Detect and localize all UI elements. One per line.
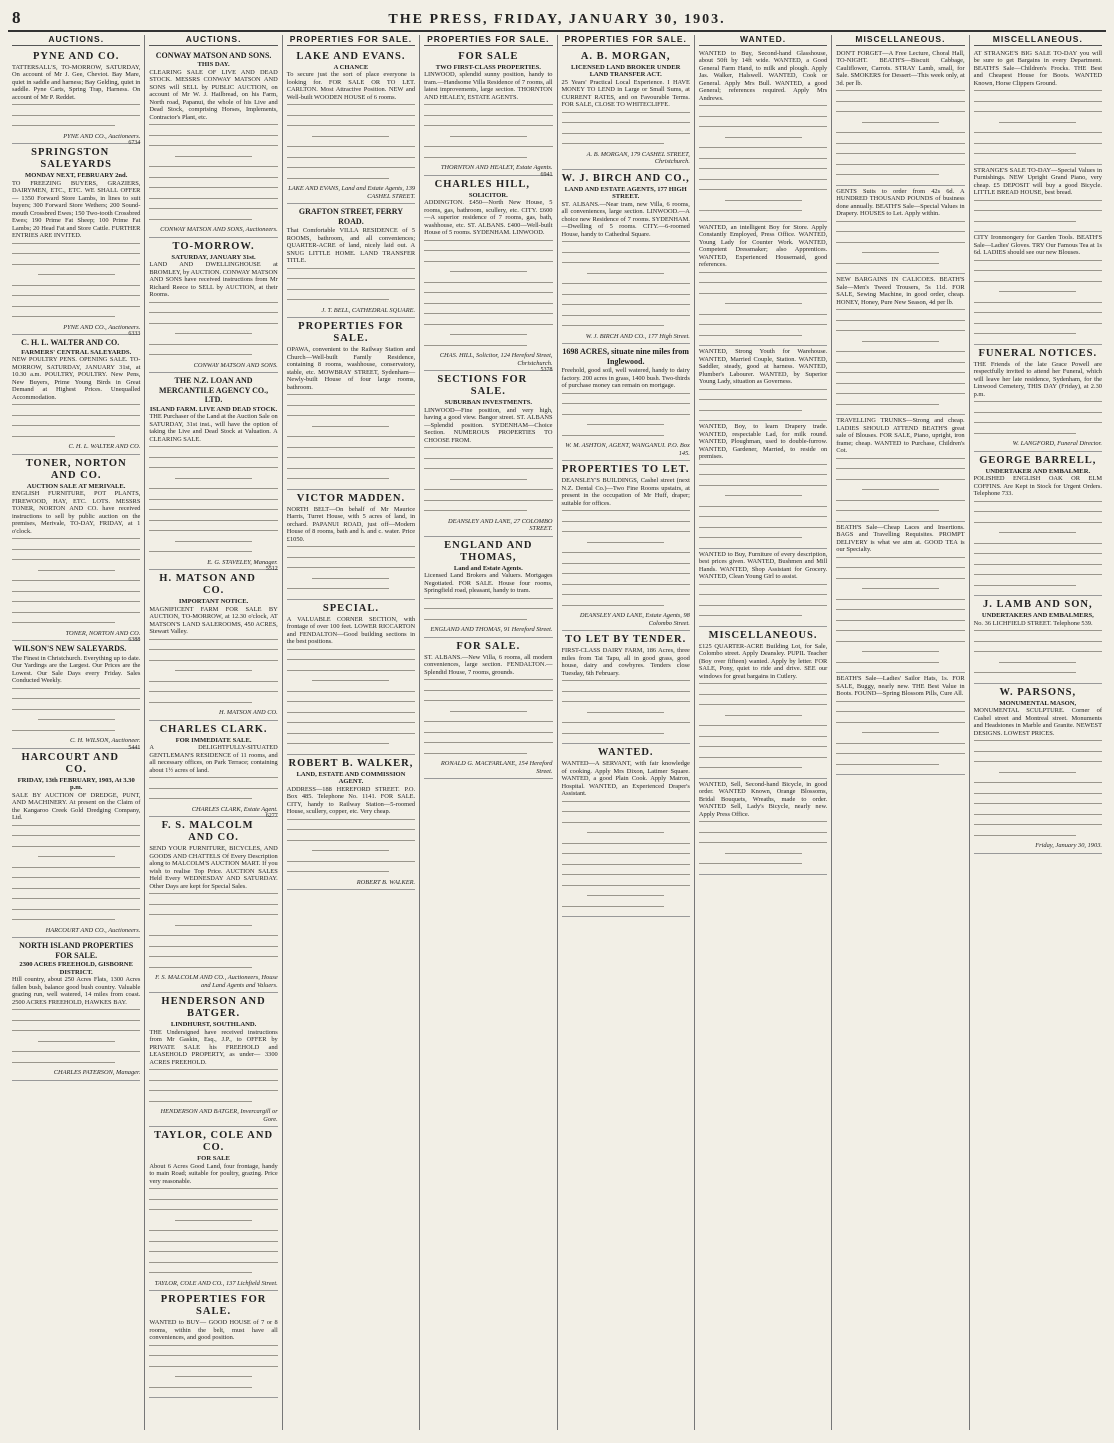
ad-signature: J. T. BELL, CATHEDRAL SQUARE. [321, 306, 416, 314]
advertisement [699, 421, 827, 549]
advertisement [974, 232, 1102, 345]
fine-print-lines [562, 112, 690, 151]
ad-headline: SECTIONS FOR SALE. [437, 374, 528, 397]
advertisement [836, 415, 964, 522]
ad-signature: DEANSLEY AND LANE, Estate Agents, 98 Colombo Street. [579, 612, 690, 627]
section-heading: MISCELLANEOUS. [974, 35, 1102, 46]
ad-subheadline: MONDAY NEXT, FEBRUARY 2nd. [24, 172, 128, 179]
ad-headline: MISCELLANEOUS. [708, 629, 818, 641]
ad-signature: PYNE AND CO., Auctioneers. [63, 323, 141, 331]
fine-print-lines [149, 1069, 277, 1108]
ad-subheadline: ISLAND FARM. LIVE AND DEAD STOCK. [149, 405, 278, 413]
advertisement [699, 48, 827, 222]
ad-signature: RONALD G. MACFARLANE, 154 Hereford Street. [440, 760, 553, 775]
ad-headline: GEORGE BARRELL, [979, 454, 1097, 466]
advertisement [836, 522, 964, 674]
ad-body: GENTS Suits to order from 42s 6d. A HUNDRED THOUSAND POUNDS of business done annually. BEATH'S Sale—Special Values in Drapery. HOUSES to Let. Apply within. [836, 187, 965, 217]
ad-signature: THORNTON AND HEALEY, Estate Agents. [440, 164, 553, 171]
ad-body: WANTED—A SERVANT, with fair knowledge of cooking. Apply Mrs Dixon, Latimer Square. WANTED, a good Plain Cook. Apply Matron, Hospital. WANTED, an Experienced Draper's Assistant. [561, 760, 690, 797]
ad-signature: LAKE AND EVANS, Land and Estate Agents, 139 CASHEL STREET. [288, 185, 416, 200]
ad-headline: WANTED. [597, 747, 654, 758]
advertisement [149, 48, 277, 238]
ad-body: ST. ALBANS.—Near tram, new Villa, 6 rooms, all conveniences, large section. LINWOOD.—A choice new Residence of 7 rooms. SYDENHAM.—Dwelling of 5 rooms. CITY.—6-roomed House, handy to Cathedral Square. [561, 200, 690, 238]
ad-body: ADDINGTON. £450—North New House, 5 rooms, gas, bathroom, scullery, etc. CITY. £600—A superior residence of 7 rooms, gas, bath, washhouse, etc. ST. ALBANS. £400—Well-built House of 5 rooms. SYDENHAM. LINWOOD. [424, 199, 553, 236]
fine-print-lines [562, 680, 690, 740]
ad-body: TO FREEZING BUYERS, GRAZIERS, DAIRYMEN, ETC., ETC. WE SHALL OFFER— 1350 Forward Store Lambs, in lines to suit buyers; 300 Forward Store Wethers; 200 Sound-mouth Crossbred Ewes; 150 Two-tooth Crossbred Ewes; 190 Prime Fat Sheep; 100 Prime Fat Lambs; 20 Head Fat and Store Cattle. FURTHER ENTRIES ARE INVITED. [12, 179, 141, 239]
ad-headline: C. H. L. WALTER AND CO. [21, 338, 120, 347]
ad-body: WANTED to Buy, Second-hand Glasshouse, about 50ft by 14ft wide. WANTED, a Good General Farm Hand, to milk and plough. Apply Jas. Walker, Halswell. WANTED, Cook or General. Apply Mrs Bull. WANTED, a good General; references required. Apply Mrs Andrews. [698, 49, 828, 102]
fine-print-lines [836, 557, 964, 670]
advertisement [974, 684, 1102, 854]
advertisement [699, 549, 827, 627]
ad-body: Licensed Land Brokers and Valuers. Mortgages Negotiated. FOR SALE. House four rooms, Springfield road, pleasant, handy to tram. [424, 572, 553, 594]
advertisement [287, 490, 415, 600]
advertisement [12, 335, 140, 455]
ad-body: ADDRESS—188 HEREFORD STREET. P.O. Box 485. Telephone No. 1141. FOR SALE. CITY, handy to Railway Station—5-roomed House, scullery, copper, etc. Very cheap. [286, 785, 416, 815]
ad-subheadline: SATURDAY, JANUARY 31st. [171, 253, 256, 261]
ad-signature: H. MATSON AND CO. [218, 709, 278, 716]
fine-print-lines [149, 639, 277, 710]
column-2 [145, 35, 282, 1430]
ad-signature: W. M. ASHTON, AGENT, WANGANUI. P.O. Box 145. [565, 442, 690, 457]
column-6 [695, 35, 832, 1430]
fine-print-lines [836, 309, 964, 411]
fine-print-lines [699, 105, 827, 218]
ad-subheadline: SOLICITOR. [468, 191, 508, 199]
ad-body: AT STRANGE'S BIG SALE TO-DAY you will be sure to get Bargains in every Department. BEATH'S Sale—Children's Frocks. THE Best and Cheapest House for Boots. WANTED Known, Horse Clippers Ground. [973, 49, 1102, 87]
ad-subheadline: FARMERS' CENTRAL SALEYARDS. [21, 348, 132, 356]
ad-signature: PYNE AND CO., Auctioneers. [63, 132, 141, 140]
ad-body: POLISHED ENGLISH OAK OR ELM COFFINS. Are Kept in Stock for Urgent Orders. Telephone 733. [973, 475, 1102, 497]
advertisement [287, 48, 415, 205]
fine-print-lines [699, 821, 827, 871]
fine-print-lines [12, 243, 140, 324]
fine-print-lines [12, 825, 140, 927]
ad-subheadline: FRIDAY, 13th FEBRUARY, 1903, At 3.30 p.m. [17, 776, 135, 791]
ad-body: MAGNIFICENT FARM FOR SALE BY AUCTION, TO-MORROW, at 12.30 o'clock, AT MATSON'S LAND SALEROOMS, 450 ACRES, Stewart Valley. [149, 605, 278, 635]
fine-print-lines [974, 630, 1102, 680]
ad-reference-number: 5378 [540, 367, 553, 373]
ad-signature: F. S. MALCOLM AND CO., Auctioneers, House and Land Agents and Valuers. [155, 974, 278, 989]
fine-print-lines [287, 394, 415, 486]
section-heading: WANTED. [699, 35, 827, 46]
ad-headline: SPECIAL. [322, 602, 379, 614]
ad-signature: TAYLOR, COLE AND CO., 137 Lichfield Street. [154, 1279, 278, 1287]
ad-headline: J. LAMB AND SON, [982, 599, 1093, 610]
ad-signature: CONWAY MATSON AND SONS. [193, 361, 278, 369]
fine-print-lines [149, 446, 277, 559]
ad-signature: C. H. WILSON, Auctioneer. [70, 737, 141, 744]
advertisement [12, 455, 140, 642]
advertisement [149, 1127, 277, 1291]
ad-body: THE Purchaser of the Land at the Auction Sale on SATURDAY, 31st inst., will have the option of taking the Live and Dead Stock at Valuation. A CLEARING SALE. [149, 413, 278, 443]
advertisement [836, 48, 964, 186]
column-3 [283, 35, 420, 1430]
ad-headline: H. MATSON AND CO. [159, 573, 256, 596]
fine-print-lines [836, 458, 964, 518]
ad-headline: VICTOR MADDEN. [296, 492, 406, 504]
ad-subheadline: Land and Estate Agents. [453, 564, 523, 572]
ad-body: BEATH'S Sale—Cheap Laces and Insertions. BAGS and Travelling Requisites. PROMPT DELIVERY is what we aim at. GOOD TEA is our Specialty. [836, 523, 965, 553]
fine-print-lines [974, 740, 1102, 842]
ad-headline: CHARLES HILL, [434, 178, 530, 190]
ad-body: Freehold, good soil, well watered, handy to dairy factory. 200 acres in grass, 1400 bush. Two-thirds of purchase money can remain on mortgage. [561, 367, 690, 389]
advertisement [149, 373, 277, 570]
page-number: 8 [12, 8, 21, 27]
ad-headline: PROPERTIES TO LET. [561, 464, 690, 475]
advertisement [12, 641, 140, 749]
advertisement [149, 238, 277, 374]
ad-signature: Friday, January 30, 1903. [1035, 842, 1102, 849]
ad-headline: F. S. MALCOLM AND CO. [161, 820, 254, 843]
ad-signature: W. LANGFORD, Funeral Director. [1012, 440, 1102, 447]
advertisement [149, 721, 277, 818]
advertisement [424, 537, 552, 638]
ad-headline: GRAFTON STREET, FERRY ROAD. [298, 207, 403, 226]
advertisement [287, 204, 415, 318]
ad-reference-number: 5441 [128, 744, 141, 751]
advertisement [12, 938, 140, 1081]
fine-print-lines [287, 649, 415, 751]
advertisement [974, 165, 1102, 233]
advertisement [287, 600, 415, 755]
ad-signature: ROBERT B. WALKER. [356, 878, 416, 886]
masthead [8, 6, 1106, 32]
fine-print-lines [562, 241, 690, 333]
ad-subheadline: SUBURBAN INVESTMENTS. [444, 399, 533, 406]
column-1 [8, 35, 145, 1430]
ad-headline: FOR SALE. [456, 640, 521, 652]
ad-subheadline: LAND AND ESTATE AGENTS, 177 HIGH STREET. [564, 185, 687, 200]
ad-signature: W. J. BIRCH AND CO., 177 High Street. [585, 332, 690, 340]
ad-headline: TO LET BY TENDER. [565, 634, 687, 645]
ad-body: SEND YOUR FURNITURE, BICYCLES, AND GOODS AND CHATTELS Of Every Description along to MALCOLM'S AUCTION MART. If you wish to realise Top Price. AUCTION SALES Held Every WEDNESDAY AND SATURDAY. Other Days are kept for Special Sales. [149, 845, 278, 890]
ad-subheadline: 2300 ACRES FREEHOLD, GISBORNE DISTRICT. [19, 961, 133, 976]
advertisement [12, 144, 140, 335]
fine-print-lines [974, 401, 1102, 440]
advertisement [974, 452, 1102, 597]
ad-signature: A. B. MORGAN, 179 CASHEL STREET, Christchurch. [586, 150, 690, 165]
ad-signature: TONER, NORTON AND CO. [65, 629, 141, 637]
column-grid [8, 35, 1106, 1430]
fine-print-lines [149, 1188, 277, 1280]
advertisement [699, 222, 827, 347]
ad-body: BEATH'S Sale—Ladies' Sailor Hats, 1s. FOR SALE, Buggy, nearly new. THE Best Value in Boots. FOUND—Spring Blossom Pills, Cure All. [836, 675, 965, 697]
ad-body: £125 QUARTER-ACRE Building Lot, for Sale, Colombo street. Apply Deansley. PUPIL Teacher (Boy over fifteen) wanted. Apply by letter. FOR SALE, Pony, quiet to ride and drive. SEE our windows for great bargains in Cutlery. [698, 642, 828, 680]
fine-print-lines [149, 893, 277, 974]
advertisement [699, 779, 827, 875]
advertisement [424, 176, 552, 372]
fine-print-lines [149, 124, 277, 226]
fine-print-lines [287, 819, 415, 879]
section-heading: PROPERTIES FOR SALE. [562, 35, 690, 46]
ad-body: About 6 Acres Good Land, four frontage, handy to main Road; suitable for poultry, grazing. Price very reasonable. [149, 1162, 278, 1185]
ad-signature: DEANSLEY AND LANE, 27 COLOMBO STREET. [448, 517, 553, 532]
section-heading: PROPERTIES FOR SALE. [287, 35, 415, 46]
fine-print-lines [287, 104, 415, 185]
fine-print-lines [699, 683, 827, 775]
ad-body: That Comfortable VILLA RESIDENCE of 5 ROOMS, bathroom, and all conveniences; QUARTER-ACRE of land, nicely laid out. A SNUG LITTLE HOME. LAND TRANSFER TITLE. [286, 227, 416, 264]
ad-signature: HENDERSON AND BATGER, Invercargill or Gore. [160, 1108, 278, 1123]
ad-headline: NORTH ISLAND PROPERTIES FOR SALE. [19, 941, 134, 960]
fine-print-lines [699, 464, 827, 545]
ad-reference-number: 6277 [265, 813, 278, 819]
column-4 [420, 35, 557, 1430]
ad-subheadline: LINDHURST, SOUTHLAND. [170, 1021, 257, 1028]
fine-print-lines [562, 801, 690, 914]
section-heading: AUCTIONS. [149, 35, 277, 46]
fine-print-lines [974, 200, 1102, 229]
ad-body: WANTED, Strong Youth for Warehouse. WANTED, Married Couple, Station. WANTED, Saddler, steady, good at harness. WANTED, Plumber's Labourer. WANTED, by Superior Young Lady, situation as Governess. [698, 348, 828, 385]
fine-print-lines [149, 302, 277, 362]
ad-body: CITY Ironmongery for Garden Tools. BEATH'S Sale—Ladies' Gloves. TRY Our Famous Tea at 1s 6d. LADIES should see our new Blouses. [973, 234, 1102, 256]
column-5 [558, 35, 695, 1430]
ad-body: NEW POULTRY PENS. OPENING SALE. TO-MORROW, SATURDAY, JANUARY 31st, at 10.30 a.m. POULTRY, POULTRY. New Pens, New Buyers, Prime Young Birds in Great Demand at Highest Prices. Unequalled Accommodation. [12, 356, 141, 401]
fine-print-lines [12, 104, 140, 133]
column-8 [970, 35, 1106, 1430]
advertisement [562, 631, 690, 744]
fine-print-lines [12, 538, 140, 630]
ad-reference-number: 6388 [128, 637, 141, 643]
section-heading: AUCTIONS. [12, 35, 140, 46]
ad-headline: CHARLES CLARK. [159, 723, 268, 735]
ad-body: NORTH BELT—On behalf of Mr Maurice Harris, Turret House, with 5 acres of land, in orchard. PAPANUI ROAD, just off—Modern House of 8 rooms, bath and h. and c. water. Price £1050. [286, 505, 416, 543]
advertisement [974, 48, 1102, 165]
ad-body: No. 36 LICHFIELD STREET. Telephone 539. [973, 619, 1093, 627]
ad-signature: CONWAY MATSON AND SONS, Auctioneers. [160, 226, 278, 233]
ad-signature: C. H. L. WALTER AND CO. [68, 443, 141, 450]
fine-print-lines [149, 777, 277, 806]
advertisement [149, 1291, 277, 1398]
advertisement [12, 749, 140, 939]
ad-body: WANTED to BUY— GOOD HOUSE of 7 or 8 rooms, within the belt, must have all conveniences, and good position. [149, 1319, 278, 1341]
ad-body: LAND AND DWELLINGHOUSE at BROMLEY, by AUCTION. CONWAY MATSON AND SONS have received instructions from Mr Richard Reece to SELL by AUCTION, at their Rooms. [149, 261, 278, 298]
ad-body: 25 Years' Practical Local Experience. I HAVE MONEY TO LEND in Large or Small Sums, at CURRENT RATES, and on Favourable Terms. FOR SALE, CLOSE TO WHITECLIFFE. [561, 78, 690, 108]
ad-body: WANTED to Buy, Furniture of every description, best prices given. WANTED, Bushmen and Mill Hands. WANTED, Shop Assistant for Grocery. WANTED, Clean Young Girl to assist. [698, 550, 828, 580]
fine-print-lines [974, 260, 1102, 341]
fine-print-lines [424, 104, 552, 164]
fine-print-lines [424, 598, 552, 627]
ad-body: LINWOOD, splendid sunny position, handy to tram.—Handsome Villa Residence of 7 rooms, all latest improvements, large section. THORNTON AND HEALEY, ESTATE AGENTS. [424, 71, 553, 101]
ad-subheadline: AUCTION SALE AT MERIVALE. [26, 482, 126, 490]
advertisement [974, 596, 1102, 684]
fine-print-lines [562, 393, 690, 443]
advertisement [974, 345, 1102, 452]
ad-headline: HENDERSON AND BATGER. [161, 996, 266, 1019]
ad-body: The Finest in Christchurch. Everything up to date. Our Yardings are the Largest. Our Prices are the Lowest. Our Sale Days every Friday. Sales Conducted Weekly. [12, 654, 141, 684]
advertisement [149, 817, 277, 993]
ad-body: LINWOOD—Fine position, and very high, having a good view. Bangor street. ST. ALBANS—Splendid position. SYDENHAM—Choice Section. NUMEROUS PROPERTIES TO CHOOSE FROM. [424, 406, 553, 444]
ad-body: To secure just the sort of place everyone is looking for. FOR SALE OR TO LET. CARLTON. Most Attractive Position. NEW and Well-built WOODEN HOUSE of 6 rooms. [286, 71, 416, 101]
advertisement [149, 993, 277, 1127]
ad-headline: 1698 ACRES, situate nine miles from Inglewood. [562, 347, 689, 366]
ad-headline: FUNERAL NOTICES. [978, 347, 1098, 359]
ad-headline: CONWAY MATSON AND SONS. [155, 50, 272, 60]
ad-body: WANTED, Sell, Second-hand Bicycle, in good order. WANTED Known, Orange Blossoms, Bridal Bouquets, Wreaths, made to order. WANTED Sell, Lady's Bicycle, nearly new. Apply Press Office. [698, 780, 828, 818]
ad-body: DEANSLEY'S BUILDINGS, Cashel street (next N.Z. Dental Co.)—Two Fine Rooms upstairs, at present in the occupation of Mr Huff, draper; suitable for offices. [561, 477, 690, 507]
fine-print-lines [287, 268, 415, 307]
ad-headline: ROBERT B. WALKER, [288, 757, 414, 769]
ad-headline: PROPERTIES FOR SALE. [298, 321, 404, 344]
ad-reference-number: 6734 [128, 140, 141, 146]
ad-body: ST. ALBANS.—New Villa, 6 rooms, all modern conveniences, large section. FENDALTON.—Splendid House, 7 rooms, grounds. [424, 653, 553, 676]
ad-headline: ENGLAND AND THOMAS, [444, 539, 533, 563]
ad-headline: TONER, NORTON AND CO. [25, 457, 127, 481]
ad-headline: LAKE AND EVANS. [296, 50, 406, 62]
advertisement [287, 318, 415, 490]
ad-subheadline: LICENSED LAND BROKER UNDER LAND TRANSFER ACT. [571, 63, 681, 78]
ad-body: A VALUABLE CORNER SECTION, with frontage of over 100 feet. LOWER RICCARTON and FENDALTON—Good building sections in the best positions. [286, 615, 416, 645]
ad-reference-number: 6333 [128, 331, 141, 337]
newspaper-title: THE PRESS, FRIDAY, JANUARY 30, 1903. [388, 12, 726, 27]
ad-headline: THE N.Z. LOAN AND MERCANTILE AGENCY CO., LTD. [159, 376, 269, 404]
ad-subheadline: UNDERTAKERS AND EMBALMERS, [981, 612, 1094, 619]
ad-reference-number: 5512 [265, 566, 278, 572]
ad-signature: CHAS. HILL, Solicitor, 124 Hereford Street, Christchurch. [439, 352, 553, 367]
advertisement [562, 344, 690, 461]
ad-headline: A. B. MORGAN, [580, 50, 671, 62]
ad-body: TRAVELLING TRUNKS—Strong and cheap. LADIES SHOULD ATTEND BEATH'S great sale of Blouses. FOR SALE, Piano, upright, iron frame; cheap. WANTED to Purchase, Children's Cot. [836, 417, 965, 454]
fine-print-lines [12, 1009, 140, 1069]
ad-body: THE Friends of the late Grace Powell are respectfully invited to attend her Funeral, which will leave her late residence, Sydenham, for the Linwood Cemetery, THIS DAY (Friday), at 2.30 p.m. [973, 360, 1102, 398]
ad-body: THE Undersigned have received instructions from Mr Gaskin, Esq., J.P., to OFFER by PRIVATE SALE his FREEHOLD and LEASEHOLD PROPERTY, as under— 3300 ACRES FREEHOLD. [149, 1028, 278, 1066]
advertisement [836, 673, 964, 775]
ad-body: A DELIGHTFULLY-SITUATED GENTLEMAN'S RESIDENCE of 11 rooms, and all necessary offices, on Park Terrace; containing about 1½ acres of land. [149, 744, 278, 774]
ad-subheadline: LAND, ESTATE AND COMMISSION AGENT. [296, 770, 406, 785]
ad-subheadline: A CHANCE [333, 63, 369, 71]
fine-print-lines [12, 404, 140, 443]
advertisement [424, 638, 552, 780]
ad-headline: SPRINGSTON SALEYARDS [31, 147, 112, 170]
fine-print-lines [836, 701, 964, 772]
section-heading: MISCELLANEOUS. [836, 35, 964, 46]
advertisement [424, 371, 552, 537]
ad-body: WANTED, Boy, to learn Drapery trade. WANTED, respectable Lad, for milk round. WANTED, Ploughman, used to double-furrow. WANTED, Gardener, Married, to reside on premises. [698, 423, 828, 460]
column-7 [832, 35, 969, 1430]
ad-signature: CHARLES CLARK, Estate Agent. [191, 805, 278, 813]
ad-headline: PYNE AND CO. [32, 50, 120, 62]
ad-signature: CHARLES PATERSON, Manager. [53, 1069, 141, 1076]
ad-subheadline: IMPORTANT NOTICE. [178, 598, 249, 605]
advertisement [562, 744, 690, 917]
ad-body: TATTERSALL'S, TO-MORROW, SATURDAY, On account of Mr J. Gee, Cheviot. Bay Mare, quiet in saddle and harness; Bay Gelding, quiet in saddle. Pyne Carts, Spring Trap, Harness. On account of Mr P. Reddet. [12, 63, 141, 101]
ad-signature: HARCOURT AND CO., Auctioneers. [45, 926, 141, 934]
ad-subheadline: FOR IMMEDIATE SALE. [175, 736, 252, 744]
fine-print-lines [699, 272, 827, 343]
fine-print-lines [424, 679, 552, 760]
fine-print-lines [287, 546, 415, 596]
ad-headline: PROPERTIES FOR SALE. [160, 1294, 267, 1317]
ad-headline: W. PARSONS, [999, 686, 1077, 698]
ad-body: MONUMENTAL SCULPTURE. Corner of Cashel street and Montreal street. Monuments and Headstones in Marble and Granite. NEWEST DESIGNS. LOWEST PRICES. [973, 707, 1102, 737]
ad-signature: ENGLAND AND THOMAS, 91 Hereford Street. [430, 626, 553, 633]
advertisement [424, 48, 552, 176]
fine-print-lines [974, 501, 1102, 593]
section-heading: PROPERTIES FOR SALE. [424, 35, 552, 46]
ad-headline: W. J. BIRCH AND CO., [561, 172, 690, 184]
advertisement [562, 170, 690, 345]
ad-headline: HARCOURT AND CO. [21, 751, 119, 775]
fine-print-lines [562, 510, 690, 612]
ad-subheadline: UNDERTAKER AND EMBALMER. [985, 467, 1091, 475]
fine-print-lines [424, 240, 552, 353]
ad-subheadline: FOR SALE [197, 1155, 230, 1162]
ad-headline: WILSON'S NEW SALEYARDS. [14, 644, 127, 653]
ad-signature: E. G. STAVELEY, Manager. [207, 558, 278, 566]
ad-body: OPAWA, convenient to the Railway Station and Church—Well-built Family Residence, containing 8 rooms, washhouse, conservatory, stable, etc. MOWBRAY STREET, Sydenham—Newly-built House of four large rooms, bathroom. [286, 346, 416, 391]
advertisement [699, 627, 827, 779]
advertisement [699, 346, 827, 421]
ad-subheadline: TWO FIRST-CLASS PROPERTIES. [435, 63, 541, 71]
ad-subheadline: THIS DAY. [197, 61, 230, 68]
fine-print-lines [974, 90, 1102, 161]
advertisement [562, 461, 690, 631]
ad-body: ENGLISH FURNITURE, POT PLANTS, FIREWOOD, HAY, ETC. LOTS. MESSRS TONER, NORTON AND CO. have received instructions to sell by public auction on the premises, Merivale, TO-DAY, FRIDAY, at 1 o'clock. [12, 490, 141, 535]
advertisement [836, 186, 964, 275]
ad-body: WANTED, an intelligent Boy for Store. Apply Constantly Employed, Press Office. WANTED, Young Lady for Counter Work. WANTED, Competent Dressmaker; also Apprentices. WANTED, Experienced Housemaid, good references. [698, 223, 828, 268]
advertisement [562, 48, 690, 170]
fine-print-lines [149, 1345, 277, 1395]
fine-print-lines [699, 584, 827, 623]
ad-body: DON'T FORGET—A Free Lecture, Choral Hall, TO-NIGHT. BEATH'S—Biscuit Cabbage, Cauliflower, Carrots. STRAY Lamb, small, for Sale. SMOKERS for Dessert—This week only, at 3d. per lb. [836, 49, 965, 87]
ad-body: NEW BARGAINS IN CALICOES. BEATH'S Sale—Men's Tweed Trousers, 5s 11d. FOR SALE, Sewing Machine, in good order, cheap. HONEY, Honey, Pure New Season, 4d per lb. [836, 276, 965, 306]
ad-headline: FOR SALE [458, 50, 519, 62]
fine-print-lines [836, 221, 964, 271]
ad-body: STRANGE'S SALE TO-DAY—Special Values in Furnishings. NEW Upright Grand Piano, very cheap. £5 DEPOSIT will buy a good Bicycle. LITTLE BREAD HOUSE, best bread. [973, 166, 1102, 196]
ad-body: FIRST-CLASS DAIRY FARM, 186 Acres, three miles from Tai Tapu, all in good grass, good house, dairy and cowbyres. Tenders close Tuesday, 6th February. [561, 647, 690, 677]
ad-headline: TO-MORROW. [172, 240, 255, 252]
ad-headline: TAYLOR, COLE AND CO. [154, 1130, 274, 1153]
fine-print-lines [12, 688, 140, 738]
fine-print-lines [424, 447, 552, 518]
advertisement [12, 48, 140, 145]
fine-print-lines [836, 90, 964, 182]
ad-body: SALE BY AUCTION OF DREDGE, PUNT, AND MACHINERY. At present on the Claim of the Kangaroo Creek Gold Dredging Company, Ltd. [12, 791, 141, 821]
advertisement [287, 755, 415, 891]
ad-reference-number: 6941 [540, 171, 553, 178]
advertisement [149, 570, 277, 721]
fine-print-lines [699, 389, 827, 418]
ad-body: CLEARING SALE OF LIVE AND DEAD STOCK. MESSRS CONWAY MATSON AND SONS will SELL by PUBLIC AUCTION, on account of Mr W. J. Hailbread, on his Farm, North road, Papanui, the whole of his Live and Dead Stock, comprising Horses, Implements, Contractor's Plant, etc. [149, 68, 278, 121]
ad-body: Hill country, about 250 Acres Flats, 1300 Acres fallen bush, balance good bush country. Valuable grazing run, well watered, 14 miles from coast. 2500 ACRES FREEHOLD, HAWKES BAY. [12, 976, 141, 1006]
ad-subheadline: MONUMENTAL MASON, [999, 699, 1077, 707]
advertisement [836, 274, 964, 415]
